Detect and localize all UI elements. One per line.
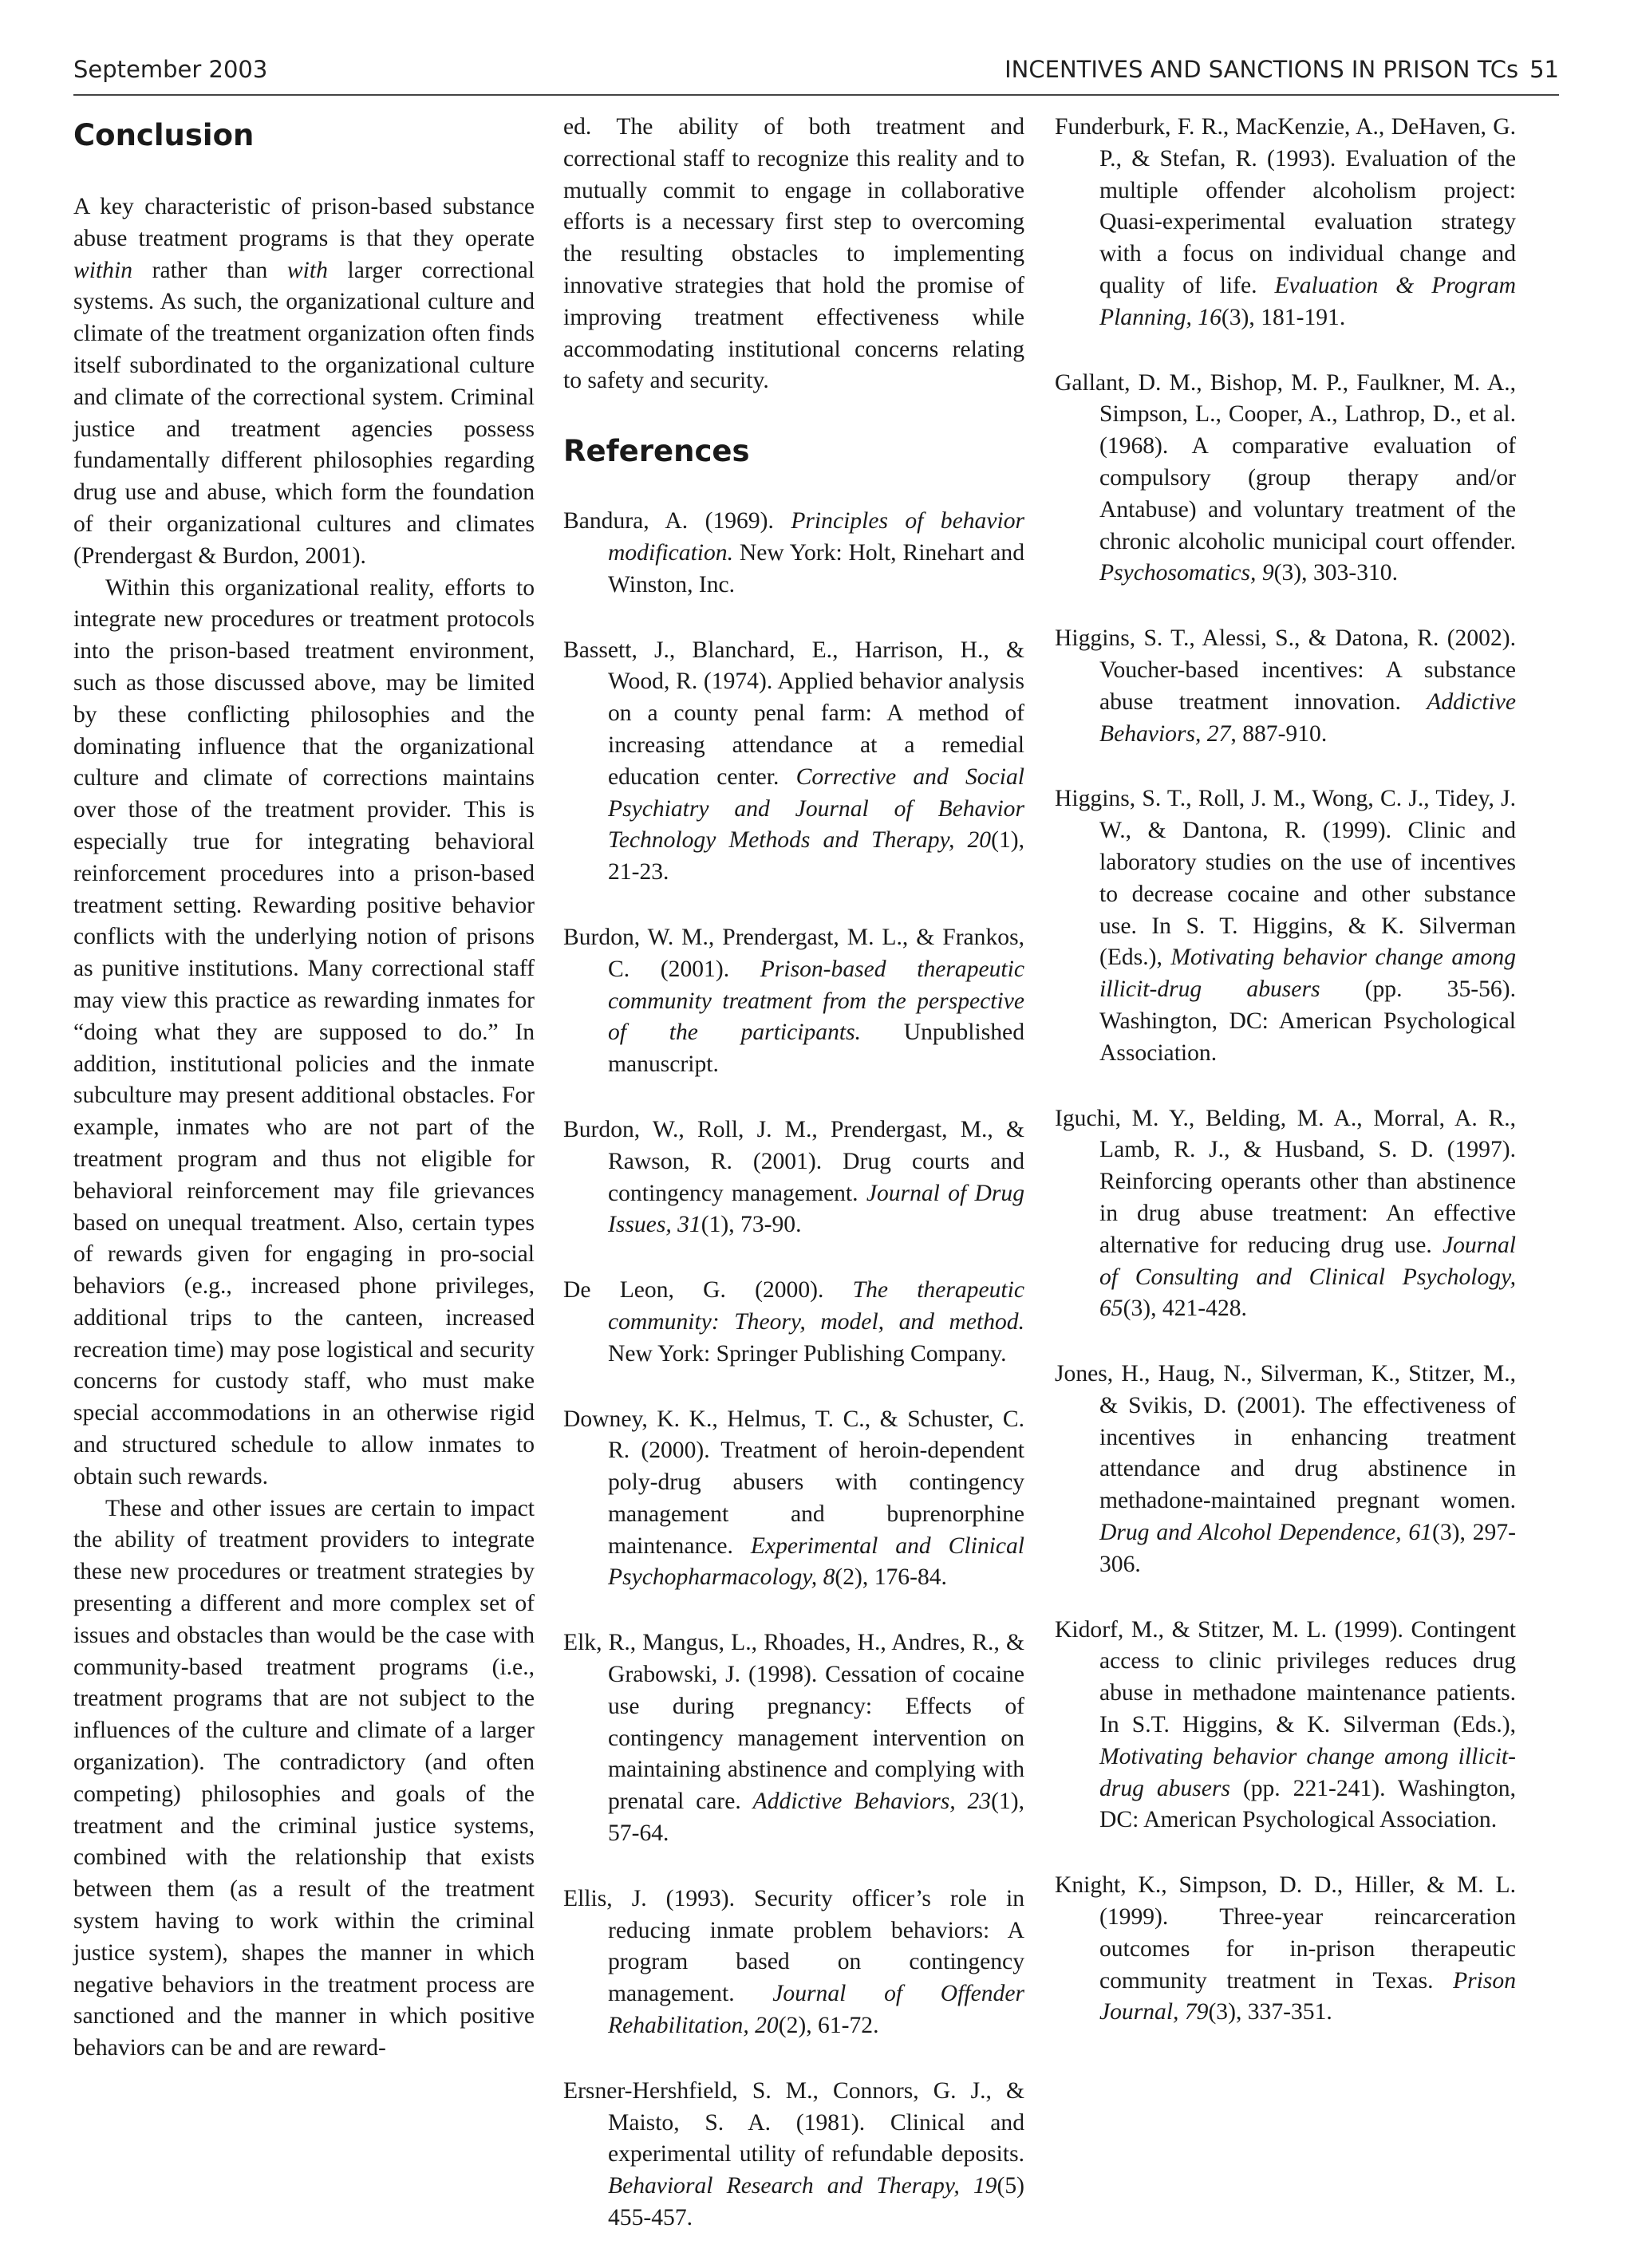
reference-entry bbox=[563, 1404, 1024, 1595]
text-segment: (3), 297-306. bbox=[1099, 1520, 1516, 1577]
text-segment: Burdon, W. M., Prendergast, M. L., & Frankos, C. (2001). bbox=[563, 924, 1024, 982]
text-segment: Funderburk, F. R., MacKenzie, A., DeHaven, G. P., & Stefan, R. (1993). Evaluation of the multiple offender alcoholism project: Quasi-experimental evaluation strategy with a focus on individual change and quality of life. bbox=[1055, 114, 1516, 298]
reference-entry bbox=[563, 2076, 1024, 2234]
text-segment: (3), 421-428. bbox=[1123, 1296, 1247, 1322]
column-1 bbox=[73, 112, 535, 2065]
text-segment: De Leon, G. (2000). bbox=[563, 1277, 853, 1304]
text-segment: (3), 337-351. bbox=[1208, 1999, 1332, 2025]
text-segment: Gallant, D. M., Bishop, M. P., Faulkner, M. A., Simpson, L., Cooper, A., Lathrop, D., et al. (1968). A comparative evaluation of compulsory (group therapy and/or Antabuse) and voluntary treatment of the chronic alcoholic municipal court offender. bbox=[1055, 369, 1516, 554]
italic-text: The therapeutic community: Theory, model, and method. bbox=[608, 1277, 1024, 1335]
italic-text: Motivating behavior change among illicit-drug abusers bbox=[1099, 1743, 1516, 1801]
conclusion-paragraph-1: A key characteristic of prison-based substance abuse treatment programs is that they operate within rather than with larger correctional systems. As such, the organizational culture and climate of the treatment organization often finds itself subordinated to the organizational culture and climate of the correctional system. Criminal justice and treatment agencies possess fundamentally different philosophies regarding drug use and abuse, which form the foundation of their organizational cultures and climates (Prendergast & Burdon, 2001). bbox=[73, 194, 535, 569]
italic-text: Motivating behavior change among illicit-drug abusers bbox=[1099, 945, 1516, 1003]
italic-text: Addictive Behaviors, 23 bbox=[752, 1789, 992, 1815]
text-segment: (5) 455-457. bbox=[608, 2173, 1024, 2231]
italic-text: Journal of Consulting and Clinical Psychology, 65 bbox=[1099, 1232, 1516, 1322]
reference-entry bbox=[1055, 368, 1516, 590]
reference-entry bbox=[563, 506, 1024, 601]
running-title-group bbox=[1004, 56, 1559, 83]
reference-entry bbox=[563, 1883, 1024, 2042]
italic-text: Principles of behavior modification. bbox=[608, 508, 1025, 566]
italic-text: Journal of Offender Rehabilitation, 20 bbox=[608, 1981, 1024, 2039]
reference-entry bbox=[1055, 783, 1516, 1069]
text-segment: Elk, R., Mangus, L., Rhoades, H., Andres, R., & Grabowski, J. (1998). Cessation of cocaine use during pregnancy: Effects of contingency management intervention on maintaining abstinence and complying with prenatal care. bbox=[563, 1630, 1024, 1815]
reference-entry bbox=[1055, 112, 1516, 334]
text-segment: Knight, K., Simpson, D. D., Hiller, & M. L. (1999). Three-year reincarceration outcomes for in-prison therapeutic community treatment in Texas. bbox=[1055, 1872, 1516, 1994]
reference-entry bbox=[563, 1627, 1024, 1850]
reference-list-column-3 bbox=[1055, 112, 1516, 2029]
italic-text: Prison-based therapeutic community treatment from the perspective of the participants. bbox=[608, 956, 1025, 1046]
italic-text: Behavioral Research and Therapy, 19 bbox=[608, 2173, 997, 2199]
reference-entry bbox=[1055, 1870, 1516, 2029]
text-segment: , 887-910. bbox=[1230, 720, 1328, 747]
text-segment: Unpublished manuscript. bbox=[608, 1020, 1024, 1078]
text-segment: Jones, H., Haug, N., Silverman, K., Stitzer, M., & Svikis, D. (2001). The effectiveness of incentives in enhancing treatment attendance and drug abstinence in methadone-maintained pregnant women. bbox=[1055, 1361, 1516, 1514]
text-segment: (2), 176-84. bbox=[835, 1564, 947, 1591]
text-segment: (1), 21-23. bbox=[608, 827, 1024, 886]
page-number: 51 bbox=[1529, 56, 1559, 83]
conclusion-paragraph-3: These and other issues are certain to impact the ability of treatment providers to integrate these new procedures or treatment strategies by presenting a different and more complex set of issues and obstacles than would be the case with community-based treatment programs (i.e., treatment programs that are not subject to the influences of the culture and climate of a larger organization). The contradictory (and often competing) philosophies and goals of the treatment and the criminal justice systems, combined with the relationship that exists between them (as a result of the treatment system having to work within the criminal justice system), shapes the manner in which negative behaviors in the treatment process are sanctioned and the manner in which positive behaviors can be and are reward- bbox=[73, 1495, 535, 2061]
italic-text: Corrective and Social Psychiatry and Journal of Behavior Technology Methods and Therapy, 20 bbox=[608, 763, 1024, 854]
text-segment: Bassett, J., Blanchard, E., Harrison, H., & Wood, R. (1974). Applied behavior analysis on a county penal farm: A method of increasing attendance at a remedial education center. bbox=[563, 637, 1024, 790]
text-segment: Kidorf, M., & Stitzer, M. L. (1999). Contingent access to clinic privileges reduces drug abuse in methadone maintenance patients. In S.T. Higgins, & K. Silverman (Eds.), bbox=[1055, 1616, 1516, 1738]
italic-text: Evaluation & Program Planning, 16 bbox=[1099, 272, 1517, 330]
italic-text: Addictive Behaviors, 27 bbox=[1099, 688, 1516, 747]
running-head bbox=[73, 56, 1559, 91]
running-title: INCENTIVES AND SANCTIONS IN PRISON TCs bbox=[1004, 56, 1519, 83]
reference-entry bbox=[1055, 1359, 1516, 1581]
references-heading: References bbox=[563, 434, 750, 469]
text-segment: Higgins, S. T., Roll, J. M., Wong, C. J., Tidey, J. W., & Dantona, R. (1999). Clinic and laboratory studies on the use of incentives to decrease cocaine and other substance use. In S. T. Higgins, & K. Silverman (Eds.), bbox=[1055, 786, 1516, 971]
reference-entry bbox=[563, 1275, 1024, 1370]
italic-text: Journal of Drug Issues, 31 bbox=[608, 1180, 1024, 1238]
conclusion-heading: Conclusion bbox=[73, 118, 255, 152]
column-3 bbox=[1055, 112, 1516, 2062]
reference-entry bbox=[1055, 1615, 1516, 1837]
text-segment: New York: Holt, Rinehart and Winston, Inc. bbox=[608, 539, 1024, 598]
text-segment: Ellis, J. (1993). Security officer’s role in reducing inmate problem behaviors: A program based on contingency management. bbox=[563, 1885, 1024, 2007]
reference-list-column-2 bbox=[563, 506, 1024, 2234]
text-segment: (1), 57-64. bbox=[608, 1789, 1024, 1847]
text-segment: New York: Springer Publishing Company. bbox=[608, 1340, 1007, 1367]
text-segment: (1), 73-90. bbox=[701, 1212, 802, 1238]
text-segment: Downey, K. K., Helmus, T. C., & Schuster, C. R. (2000). Treatment of heroin-dependent poly-drug abusers with contingency management and buprenorphine maintenance. bbox=[563, 1406, 1024, 1559]
text-segment: (2), 61-72. bbox=[778, 2013, 879, 2039]
italic-text: Psychosomatics, 9 bbox=[1099, 560, 1274, 586]
italic-text: Experimental and Clinical Psychopharmacology, 8 bbox=[608, 1532, 1024, 1591]
italic-text: with bbox=[286, 257, 328, 283]
conclusion-paragraph-3-continued: ed. The ability of both treatment and correctional staff to recognize this reality and to mutually commit to engage in collaborative efforts is a necessary first step to overcoming the resulting obstacles to implementing innovative strategies that hold the promise of improving treatment effectiveness while accommodating institutional concerns relating to safety and security. bbox=[563, 114, 1024, 394]
reference-entry bbox=[563, 1114, 1024, 1241]
text-segment: (pp. 221-241). Washington, DC: American Psychological Association. bbox=[1099, 1775, 1516, 1833]
text-segment: Ersner-Hershfield, S. M., Connors, G. J., & Maisto, S. A. (1981). Clinical and experimental utility of refundable deposits. bbox=[563, 2077, 1024, 2167]
reference-entry bbox=[1055, 623, 1516, 750]
column-2 bbox=[563, 112, 1024, 2268]
italic-text: Prison Journal, 79 bbox=[1099, 1967, 1516, 2025]
text-segment: Burdon, W., Roll, J. M., Prendergast, M., & Rawson, R. (2001). Drug courts and contingency management. bbox=[563, 1116, 1024, 1206]
italic-text: Drug and Alcohol Dependence, 61 bbox=[1099, 1520, 1432, 1546]
reference-entry bbox=[1055, 1103, 1516, 1326]
text-segment: (pp. 35-56). Washington, DC: American Psychological Association. bbox=[1099, 976, 1516, 1066]
reference-entry bbox=[563, 635, 1024, 889]
reference-entry bbox=[563, 922, 1024, 1081]
italic-text: within bbox=[73, 257, 132, 283]
issue-date: September 2003 bbox=[73, 56, 268, 83]
text-segment: (3), 303-310. bbox=[1273, 560, 1398, 586]
conclusion-paragraph-2: Within this organizational reality, efforts to integrate new procedures or treatment protocols into the prison-based treatment environment, such as those discussed above, may be limited by these conflicting philosophies and the dominating influence that the organizational culture and climate of corrections maintains over those of the treatment provider. This is especially true for integrating behavioral reinforcement procedures into a prison-based treatment setting. Rewarding positive behavior conflicts with the underlying notion of prisons as punitive institutions. Many correctional staff may view this practice as rewarding inmates for “doing what they are supposed to do.” In addition, institutional policies and the inmate subculture may present additional obstacles. For example, inmates who are not part of the treatment program and thus not eligible for behavioral reinforcement may file grievances based on unequal treatment. Also, certain types of rewards given for engaging in pro-social behaviors (e.g., increased phone privileges, additional trips to the canteen, increased recreation time) may pose logistical and security concerns for custody staff, who must make special accommodations in an otherwise rigid and structured schedule to allow inmates to obtain such rewards. bbox=[73, 574, 535, 1489]
header-rule bbox=[73, 94, 1559, 96]
text-segment: (3), 181-191. bbox=[1221, 304, 1346, 330]
text-segment: Bandura, A. (1969). bbox=[563, 508, 791, 534]
text-segment: Iguchi, M. Y., Belding, M. A., Morral, A. R., Lamb, R. J., & Husband, S. D. (1997). Reinforcing operants other than abstinence in drug abuse treatment: An effective alternative for reducing drug use. bbox=[1055, 1105, 1516, 1258]
text-segment: Higgins, S. T., Alessi, S., & Datona, R. (2002). Voucher-based incentives: A substance abuse treatment innovation. bbox=[1055, 625, 1516, 715]
